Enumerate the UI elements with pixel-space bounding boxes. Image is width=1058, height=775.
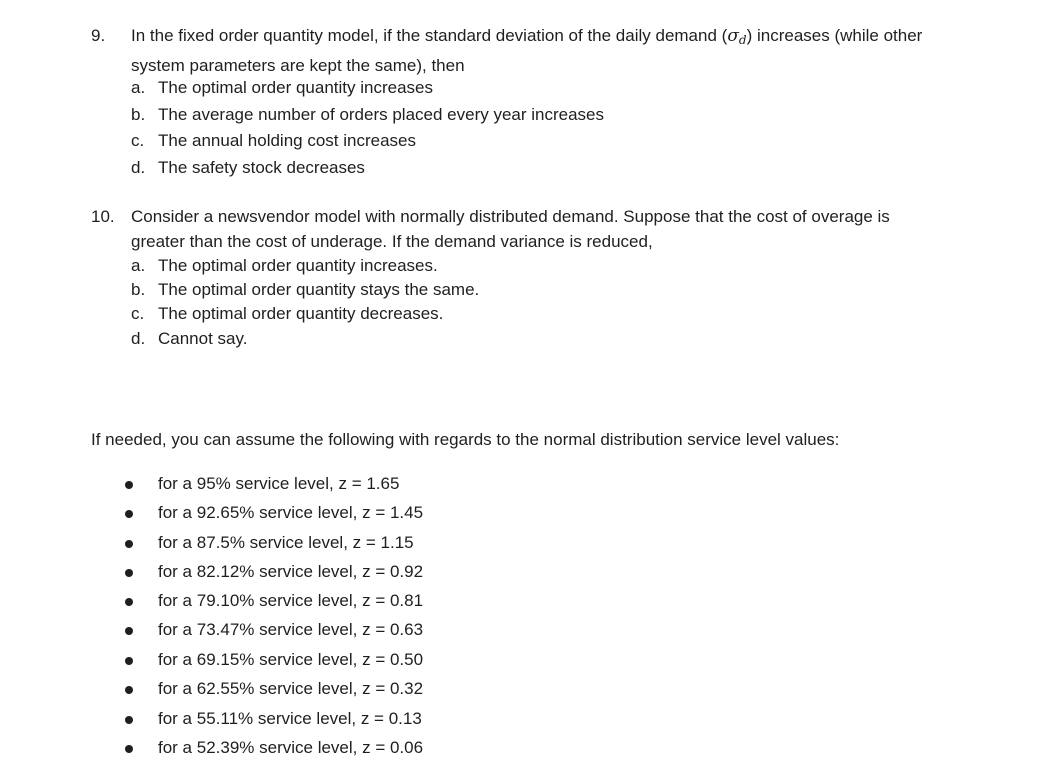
option-text: Cannot say. [158,329,248,348]
option-text: The annual holding cost increases [158,131,416,150]
list-item [0,617,1058,643]
list-item [0,647,1058,673]
option-letter: b. [131,105,146,124]
service-level-text: for a 95% service level, z = 1.65 [158,474,400,493]
question-9-stem [131,23,971,79]
question-9-option-b [131,102,604,128]
bullet-icon [125,569,133,577]
question-9-option-c [131,128,416,154]
list-item [0,500,1058,526]
sigma-subscript: d [738,33,747,47]
bullet-icon [125,540,133,548]
bullet-icon [125,481,133,489]
option-text: The optimal order quantity increases. [158,256,438,275]
list-item [0,676,1058,702]
option-letter: a. [131,78,146,97]
option-letter: c. [131,131,145,150]
option-text: The average number of orders placed every year increases [158,105,605,124]
list-item [0,735,1058,761]
service-level-text: for a 73.47% service level, z = 0.63 [158,620,424,639]
bullet-icon [125,745,133,753]
service-level-text: for a 52.39% service level, z = 0.06 [158,738,424,757]
question-10-option-b [131,277,479,302]
question-10-stem: Consider a newsvendor model with normally distributed demand. Suppose that the cost of overage is greater than the cost of underage. If the demand variance is reduced, [131,207,890,251]
list-item [0,706,1058,732]
option-letter: a. [131,256,146,275]
bullet-icon [125,598,133,606]
option-text: The safety stock decreases [158,158,365,177]
service-level-text: for a 62.55% service level, z = 0.32 [158,679,424,698]
question-9-option-d [131,155,365,181]
service-level-text: for a 79.10% service level, z = 0.81 [158,591,424,610]
bullet-icon [125,657,133,665]
service-level-text: for a 87.5% service level, z = 1.15 [158,533,414,552]
list-item [0,530,1058,556]
question-10-option-c [131,301,443,326]
question-9-number: 9. [91,26,106,45]
service-level-text: for a 55.11% service level, z = 0.13 [158,709,422,728]
option-text: The optimal order quantity decreases. [158,304,444,323]
option-letter: d. [131,329,146,348]
service-level-text: for a 92.65% service level, z = 1.45 [158,503,424,522]
option-text: The optimal order quantity stays the same. [158,280,480,299]
bullet-icon [125,686,133,694]
question-10-number: 10. [91,207,115,226]
service-level-note: If needed, you can assume the following with regards to the normal distribution service level values: [91,430,840,449]
question-10-option-d [131,326,247,351]
bullet-icon [125,510,133,518]
sigma-symbol: σ [727,26,739,46]
service-level-text: for a 82.12% service level, z = 0.92 [158,562,424,581]
list-item [0,559,1058,585]
question-10-option-a [131,253,438,278]
bullet-icon [125,627,133,635]
option-letter: b. [131,280,146,299]
list-item [0,471,1058,497]
option-letter: d. [131,158,146,177]
bullet-icon [125,716,133,724]
question-9-stem-after: ) increases (while other system parameters are kept the same), then [131,26,923,75]
list-item [0,588,1058,614]
service-level-text: for a 69.15% service level, z = 0.50 [158,650,424,669]
option-letter: c. [131,304,145,323]
question-9-stem-before: In the fixed order quantity model, if the standard deviation of the daily demand ( [131,26,728,45]
option-text: The optimal order quantity increases [158,78,433,97]
question-9-option-a [131,75,433,101]
